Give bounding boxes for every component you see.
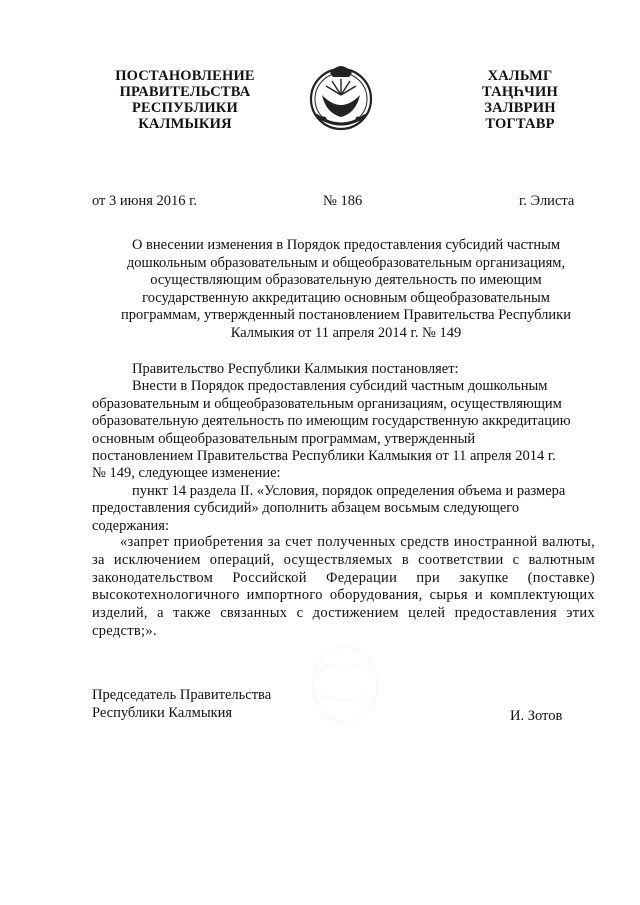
header-right-line: ЗАЛВРИН	[484, 100, 556, 116]
body-p1-line: постановлением Правительства Республики Калмыкия от 11 апреля 2014 г.	[92, 448, 556, 465]
header-right-line: ХАЛЬМГ	[487, 68, 553, 84]
body-p1-line: основным общеобразовательным программам, утвержденный	[92, 430, 476, 447]
quote-line: за исключением операций, осуществляемых в соответствии с валютным	[92, 551, 595, 568]
header-left-line: ПРАВИТЕЛЬСТВА	[119, 84, 251, 100]
document-number: № 186	[323, 193, 363, 209]
document-date: от 3 июня 2016 г.	[92, 193, 198, 209]
body-p1-line: № 149, следующее изменение:	[92, 465, 281, 482]
quote-line: «запрет приобретения за счет полученных средств иностранной валюты,	[120, 534, 595, 550]
title-line: О внесении изменения в Порядок предоставления субсидий частным	[131, 237, 561, 253]
quote-line: изделий, а также связанных с достижением целей предоставления этих	[92, 605, 595, 622]
body-p2-line: пункт 14 раздела II. «Условия, порядок определения объема и размера	[132, 482, 566, 499]
body-p1-line: образовательную деятельность по имеющим государственную аккредитацию	[92, 413, 571, 430]
body-p2-line: предоставления субсидий» дополнить абзацем восьмым следующего	[92, 500, 520, 517]
body-preamble: Правительство Республики Калмыкия постановляет:	[132, 361, 459, 377]
title-line: Калмыкия от 11 апреля 2014 г. № 149	[230, 324, 462, 341]
header-right-title	[455, 68, 585, 132]
amendment-quote	[92, 534, 595, 641]
body-p2-line: содержания:	[92, 517, 170, 534]
header-left-line: ПОСТАНОВЛЕНИЕ	[115, 68, 255, 84]
title-line: программам, утвержденный постановлением Правительства Республики	[121, 307, 571, 323]
body-p1-line: Внести в Порядок предоставления субсидий частным дошкольным	[132, 378, 548, 395]
document-body	[92, 361, 595, 535]
header-right-line: ТОГТАВР	[485, 116, 555, 132]
signature-name: И. Зотов	[510, 708, 563, 724]
header-left-line: КАЛМЫКИЯ	[138, 116, 232, 132]
signature-title-line: Республики Калмыкия	[92, 704, 233, 721]
title-line: государственную аккредитацию основным общеобразовательным	[142, 289, 550, 306]
kalmykia-emblem-icon	[302, 55, 380, 135]
quote-line: законодательством Российской Федерации при закупке (поставке)	[92, 569, 595, 586]
quote-line: высокотехнологичного импортного оборудования, сырья и комплектующих	[92, 587, 595, 604]
body-p1-line: образовательным и общеобразовательным организациям, осуществляющим	[92, 395, 562, 412]
title-line: дошкольным образовательным и общеобразовательным организациям,	[126, 254, 566, 271]
title-line: осуществляющим образовательную деятельность по имеющим	[150, 272, 542, 288]
header-right-line: ТАҢҺЧИН	[482, 84, 558, 100]
header-left-line: РЕСПУБЛИКИ	[131, 100, 239, 116]
signature-title-line: Председатель Правительства	[92, 687, 272, 703]
header-left-title	[100, 68, 270, 132]
document-title	[96, 237, 596, 342]
faint-stamp-mark	[305, 640, 385, 730]
document-city: г. Элиста	[519, 193, 575, 209]
quote-line: средств;».	[92, 622, 157, 639]
signature-block	[92, 687, 271, 722]
